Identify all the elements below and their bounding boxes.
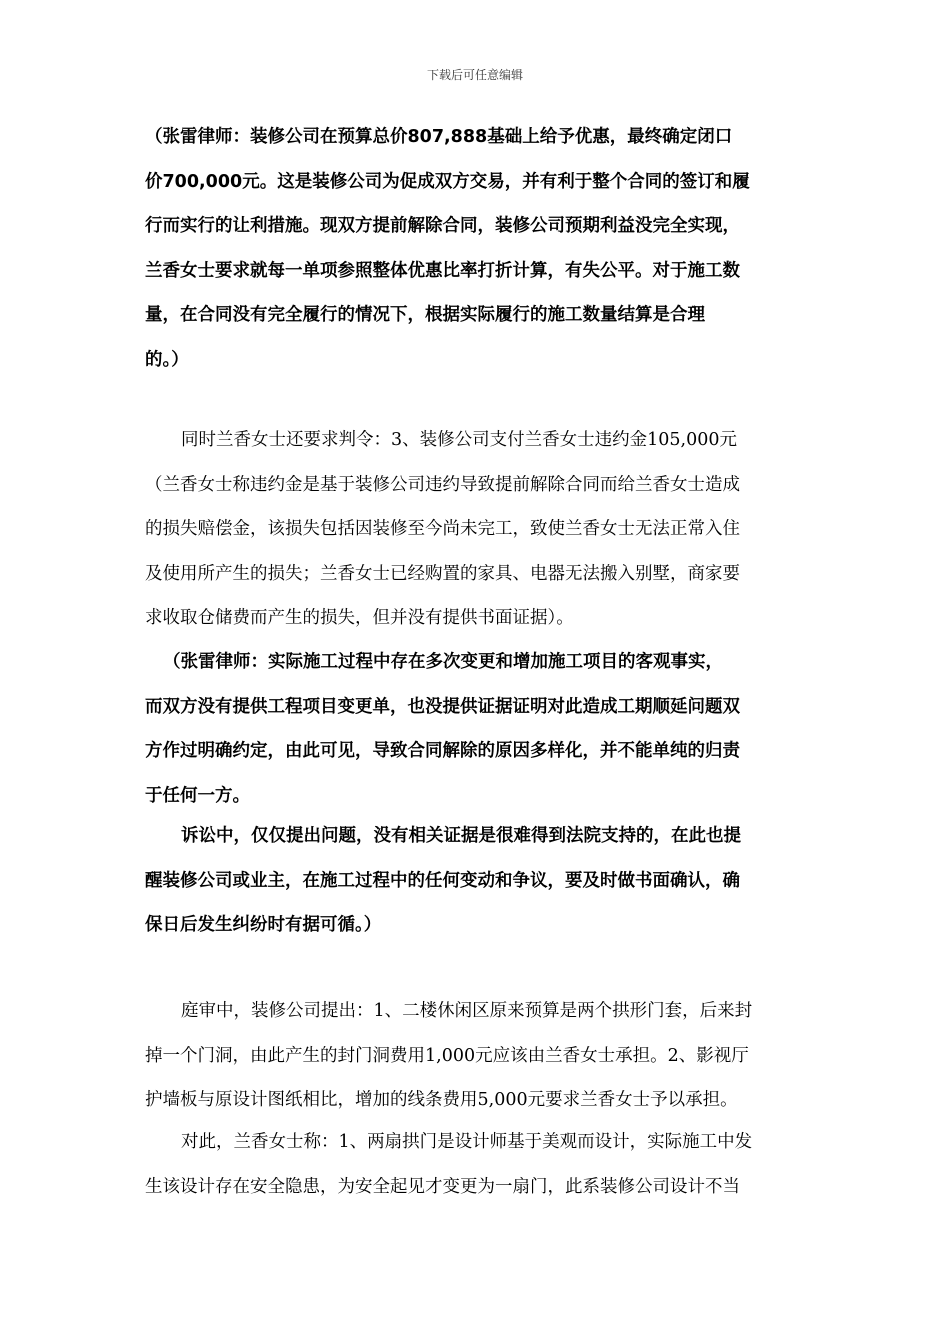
lawyer-note-paragraph — [145, 115, 825, 382]
page-header: 下载后可任意编辑 — [426, 68, 523, 82]
text-line: 保日后发生纠纷时有据可循。） — [145, 915, 382, 935]
text-line: 诉讼中，仅仅提出问题，没有相关证据是很难得到法院支持的，在此也提 — [181, 826, 741, 846]
claim-paragraph — [145, 418, 825, 641]
text-line: 庭审中，装修公司提出：1、二楼休闲区原来预算是两个拱形门套，后来封 — [181, 1001, 753, 1021]
text-line: （张雷律师：装修公司在预算总价807,888基础上给予优惠，最终确定闭口 — [145, 127, 733, 147]
text-line: 量，在合同没有完全履行的情况下，根据实际履行的施工数量结算是合理 — [145, 305, 705, 325]
text-line: （张雷律师：实际施工过程中存在多次变更和增加施工项目的客观事实， — [163, 652, 723, 672]
text-line: 护墙板与原设计图纸相比，增加的线条费用5,000元要求兰香女士予以承担。 — [145, 1090, 738, 1110]
text-line: 行而实行的让利措施。现双方提前解除合同，装修公司预期利益没完全实现， — [145, 216, 740, 236]
text-line: 同时兰香女士还要求判令：3、装修公司支付兰香女士违约金105,000元 — [181, 430, 737, 450]
response-paragraph — [145, 1120, 825, 1209]
text-line: （兰香女士称违约金是基于装修公司违约导致提前解除合同而给兰香女士造成 — [145, 474, 740, 495]
text-line: 生该设计存在安全隐患，为安全起见才变更为一扇门，此系装修公司设计不当 — [145, 1176, 740, 1197]
text-line: 的损失赔偿金，该损失包括因装修至今尚未完工，致使兰香女士无法正常入住 — [145, 519, 740, 539]
text-line: 求收取仓储费而产生的损失，但并没有提供书面证据）。 — [145, 608, 574, 628]
lawyer-note-paragraph — [145, 640, 825, 818]
text-line: 方作过明确约定，由此可见，导致合同解除的原因多样化，并不能单纯的归责 — [145, 741, 740, 761]
text-line: 及使用所产生的损失；兰香女士已经购置的家具、电器无法搬入别墅，商家要 — [145, 563, 740, 584]
text-line: 兰香女士要求就每一单项参照整体优惠比率打折计算，有失公平。对于施工数 — [145, 260, 740, 281]
advice-paragraph — [145, 814, 825, 948]
text-line: 的。） — [145, 349, 189, 370]
text-line: 掉一个门洞，由此产生的封门洞费用1,000元应该由兰香女士承担。2、影视厅 — [145, 1045, 749, 1066]
text-line: 于任何一方。 — [145, 785, 250, 806]
text-line: 价700,000元。这是装修公司为促成双方交易，并有利于整个合同的签订和履 — [145, 171, 750, 192]
text-line: 而双方没有提供工程项目变更单，也没提供证据证明对此造成工期顺延问题双 — [145, 696, 740, 717]
text-line: 醒装修公司或业主，在施工过程中的任何变动和争议，要及时做书面确认，确 — [145, 870, 740, 891]
trial-paragraph — [145, 989, 825, 1123]
text-line: 对此，兰香女士称：1、两扇拱门是设计师基于美观而设计，实际施工中发 — [181, 1132, 753, 1152]
